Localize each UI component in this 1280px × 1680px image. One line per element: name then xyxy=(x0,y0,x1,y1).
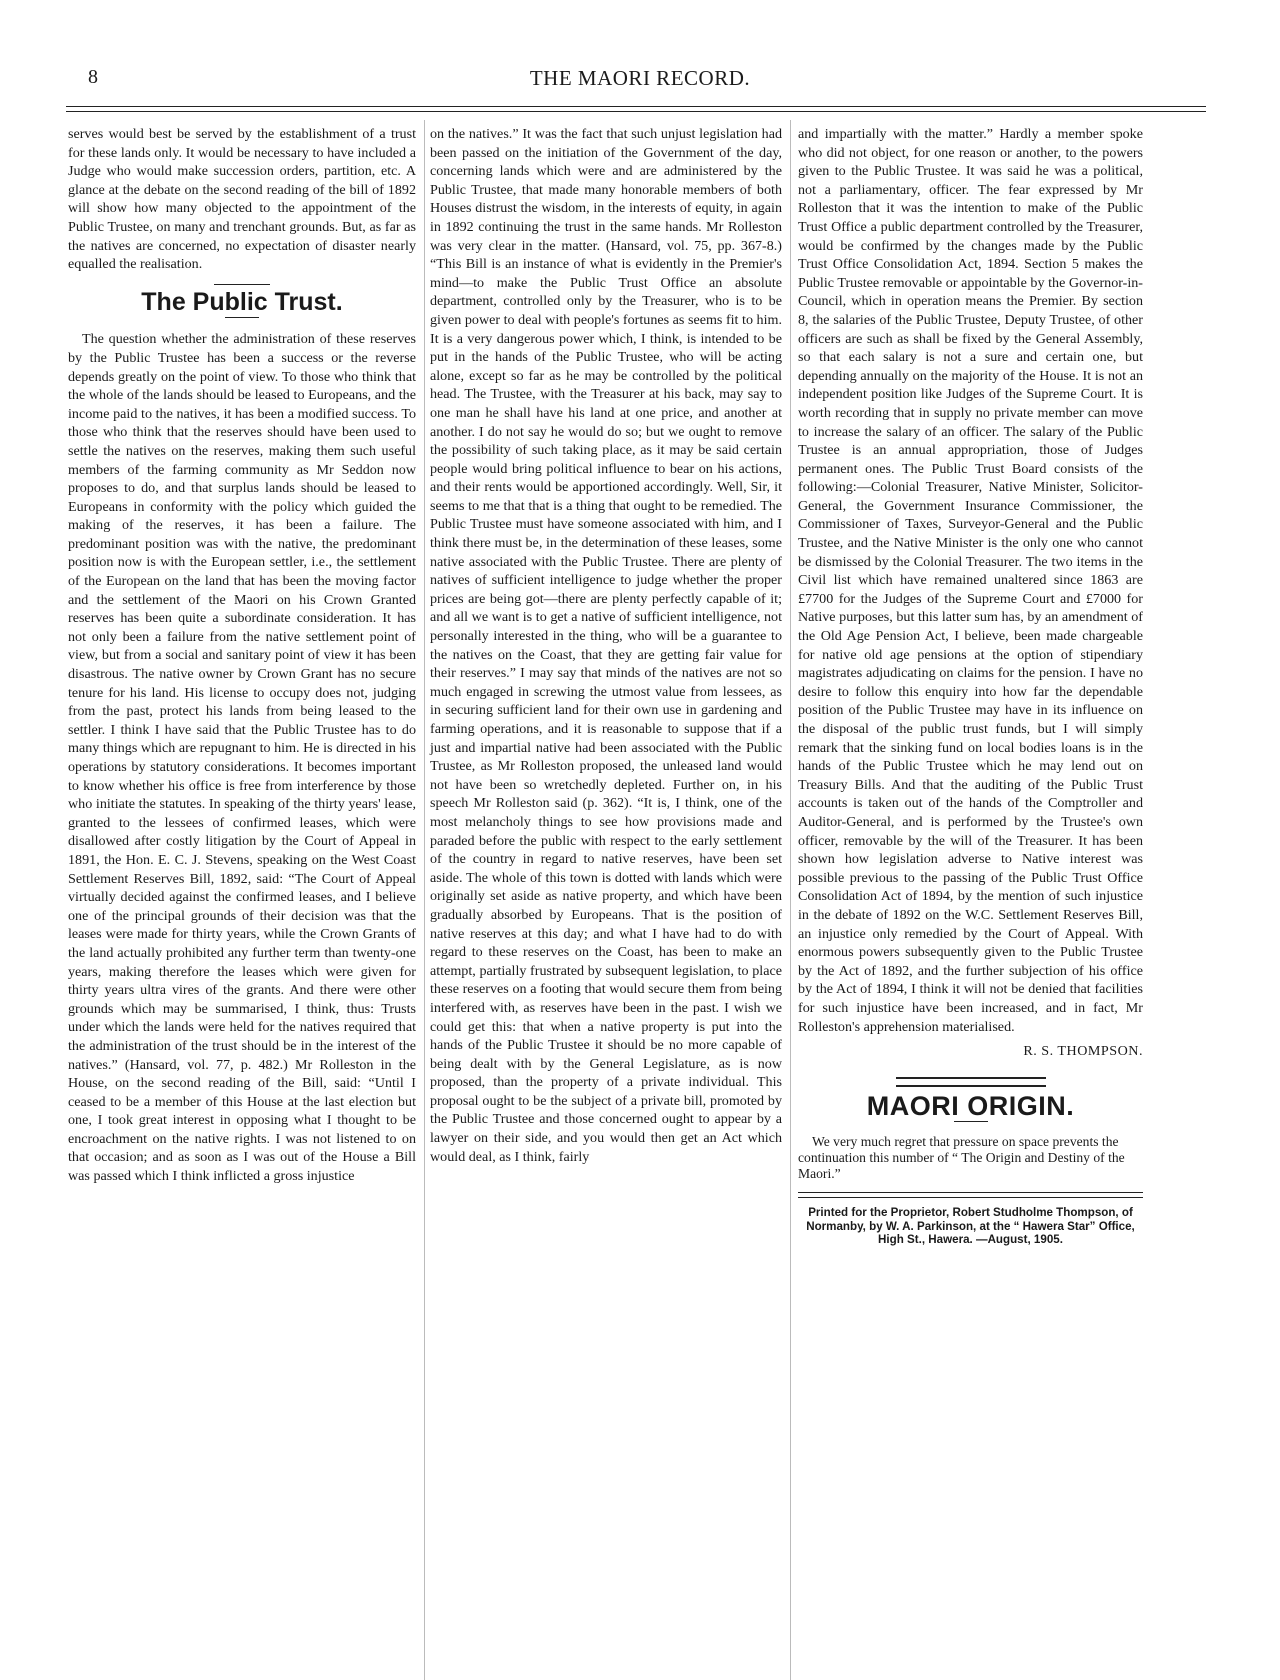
header-rule xyxy=(66,106,1206,112)
column-divider xyxy=(424,120,425,1680)
section-divider xyxy=(896,1077,1046,1087)
column-2 xyxy=(430,125,782,1166)
section-divider xyxy=(214,284,270,285)
imprint-rule xyxy=(798,1192,1143,1198)
paragraph: The question whether the administration of these reserves by the Public Trustee has been a success or the reverse depends greatly on the point of view. To those who think that the whole of the lands should be leased to Europeans, and the income paid to the natives, it has been a modified success. To those who think that the reserves should have been used to settle the natives on the reserves, making them such useful members of the farming community as Mr Seddon now proposes to do, and that surplus lands should be leased to Europeans in conformity with the policy which guided the making of the reserves, it has been a failure. The predominant position was with the native, the predominant position now is with the European settler, i.e., the settlement of the European on the land that has been the moving factor and the settlement of the Maori on his Crown Granted reserves has been quite a subordinate consideration. It has not only been a failure from the native settlement point of view, but from a social and sanitary point of view it has been disastrous. The native owner by Crown Grant has no secure tenure for his land. His license to occupy does not, judging from the past, protect his lands from being leased to the settler. I think I have said that the Public Trustee has to do many things which are repugnant to him. He is directed in his operations by statutory considerations. It becomes important to know whether his office is free from interference by those who initiate the statutes. In speaking of the thirty years' lease, granted to the lessees of confirmed leases, which were disallowed after costly litigation by the Court of Appeal in 1891, the Hon. E. C. J. Stevens, speaking on the West Coast Settlement Reserves Bill, 1892, said: “The Court of Appeal virtually decided against the confirmed leases, and I believe one of the principal grounds of their decision was that the leases were made for thirty years, while the Crown Grants of the land actually prohibited any further term than twenty-one years, making therefore the leases which were given for thirty years ultra vires of the grants. And there were other grounds which may be summarised, I think, thus: Trusts under which the lands were held for the natives required that the administration of the trust should be in the interest of the natives.” (Hansard, vol. 77, p. 482.) Mr Rolleston in the House, on the second reading of the Bill, said: “Until I ceased to be a member of this House at the last election but one, I took great interest in opposing what I thought to be encroachment on the native rights. I was not listened to on that occasion; and as soon as I was out of the House a Bill was passed which I think inflicted a gross injustice xyxy=(68,331,416,1185)
column-3 xyxy=(798,125,1143,1247)
section-divider xyxy=(225,317,259,318)
page-number: 8 xyxy=(88,66,98,88)
column-1 xyxy=(68,125,416,1186)
section-heading: MAORI ORIGIN. xyxy=(866,1090,1075,1121)
paragraph: serves would best be served by the establishment of a trust for these lands only. It would be necessary to have included a Judge who would make succession orders, partition, etc. A glance at the debate on the second reading of the bill of 1892 will show how many objected to the appointment of the Public Trustee, on many and trenchant grounds. But, as far as the natives are concerned, no expectation of disaster nearly equalled the realisation. xyxy=(68,126,416,273)
author-signature: R. S. THOMPSON. xyxy=(1023,1043,1143,1060)
notice-text: We very much regret that pressure on space prevents the continuation this number of “ The Origin and Destiny of the Maori.” xyxy=(798,1134,1125,1182)
printer-imprint: Printed for the Proprietor, Robert Studholme Thompson, of Normanby, by W. A. Parkinson, at the “ Hawera Star” Office, High St., Hawera. —August, 1905. xyxy=(806,1206,1135,1247)
paragraph: on the natives.” It was the fact that such unjust legislation had been passed on the initiation of the Government of the day, concerning lands which were and are administered by the Public Trustee, that made many honorable members of both Houses distrust the wisdom, in the interests of equity, in again in 1892 continuing the trust in the same hands. Mr Rolleston was very clear in the matter. (Hansard, vol. 75, pp. 367-8.) “This Bill is an instance of what is evidently in the Premier's mind—to make the Public Trust Office an absolute department, controlled only by the Treasurer, who is to be given power to deal with people's fortunes as seems fit to him. It is a very dangerous power which, I think, is intended to be put in the hands of the Public Trustee, who will be acting alone, except so far as he may be controlled by the political head. The Trustee, with the Treasurer at his back, may say to one man he shall have his land at one price, and another at another. I do not say he would do so; but we ought to remove the possibility of such taking place, as it may be said certain people would bring political influence to bear on his actions, and their rents would be apportioned accordingly. Well, Sir, it seems to me that that is a thing that ought to be remedied. The Public Trustee must have someone associated with him, and I think there must be, in the determination of these leases, some native associated with the Public Trustee. There are plenty of natives of sufficient intelligence to judge whether the proper prices are being got—there are plenty perfectly capable of it; and all we want is to get a native of sufficient intelligence, not personally interested in the thing, who will be a guarantee to the natives on the Coast, that they are getting fair value for their reserves.” I may say that minds of the natives are not so much engaged in screwing the utmost value from lessees, as in securing sufficient land for their own use in gardening and farming operations, and it is reasonable to suppose that if a just and impartial native had been associated with the Public Trustee, as Mr Rolleston proposed, the unleased land would not have been so wretchedly depleted. Further on, in his speech Mr Rolleston said (p. 362). “It is, I think, one of the most melancholy things to see how provisions made and paraded before the public with respect to the early settlement of the country in regard to native reserves, have been set aside. The whole of this town is dotted with lands which were originally set aside as native property, and which have been gradually absorbed by Europeans. That is the position of native reserves at this day; and what I have had to do with regard to these reserves on the Coast, has been to make an attempt, partially frustrated by subsequent legislation, to place these reserves on a footing that would secure them from being interfered with, as reserves have been in the past. I wish we could get this: that when a native property is put into the hands of the Public Trustee it should be no more capable of being dealt with by the General Legislature, as is now proposed, than the property of a private individual. This proposal ought to be the subject of a private bill, promoted by the Public Trustee and those concerned ought to appear by a lawyer on their side, and you would then get an Act which would deal, as I think, fairly xyxy=(430,126,782,1165)
section-heading: The Public Trust. xyxy=(141,287,343,316)
paragraph: and impartially with the matter.” Hardly a member spoke who did not object, for one reason or another, to the powers given to the Public Trustee. It was said he was a political, not a parliamentary, officer. The fear expressed by Mr Rolleston that it was the intention to make of the Public Trust Office a public department controlled by the Treasurer, would be confirmed by the changes made by the Public Trust Office Consolidation Act, 1894. Section 5 makes the Public Trustee removable or appointable by the Governor-in-Council, which in operation means the Premier. By section 8, the salaries of the Public Trustee, Deputy Trustee, of other officers are such as shall be fixed by the General Assembly, so that each salary is not a sure and certain one, but depending annually on the majority of the House. It is not an independent position like Judges of the Supreme Court. It is worth recording that in supply no private member can move to increase the salary of an officer. The salary of the Public Trustee is an annual appropriation, those of Judges permanent ones. The Public Trust Board consists of the following:—Colonial Treasurer, Native Minister, Solicitor-General, the Government Insurance Commissioner, the Commissioner of Taxes, Surveyor-General and the Public Trustee, and the Native Minister is the only one who cannot be dismissed by the Colonial Treasurer. The two items in the Civil list which have remained unaltered since 1863 are £7700 for the Judges of the Supreme Court and £7000 for Native purposes, but this latter sum has, by an amendment of the Old Age Pension Act, I believe, been made chargeable for native old age pensions at the option of stipendiary magistrates adjudicating on claims for the pension. I have no desire to follow this enquiry into how far the dependable position of the Public Trustee may have in its influence on the disposal of the public trust funds, but I will simply remark that the sinking fund on local bodies loans is in the hands of the Public Trustee which he may lend out on Treasury Bills. And that the auditing of the Public Trust accounts is taken out of the hands of the Comptroller and Auditor-General, and is performed by the Trustee's own officer, removable by the will of the Treasurer. It has been shown how legislation adverse to Native interest was possible previous to the passing of the Public Trust Office Consolidation Act of 1894, by the mention of such injustice in the debate of 1892 on the W.C. Settlement Reserves Bill, an injustice only remedied by the Court of Appeal. With enormous powers subsequently given to the Public Trustee by the Act of 1892, and the further subjection of his office by the Act of 1894, I think it will not be denied that facilities for such injustice have been increased, and in fact, Mr Rolleston's apprehension materialised. xyxy=(798,126,1143,1035)
column-divider xyxy=(790,120,791,1680)
publication-title: THE MAORI RECORD. xyxy=(529,66,751,90)
section-divider xyxy=(954,1121,988,1122)
